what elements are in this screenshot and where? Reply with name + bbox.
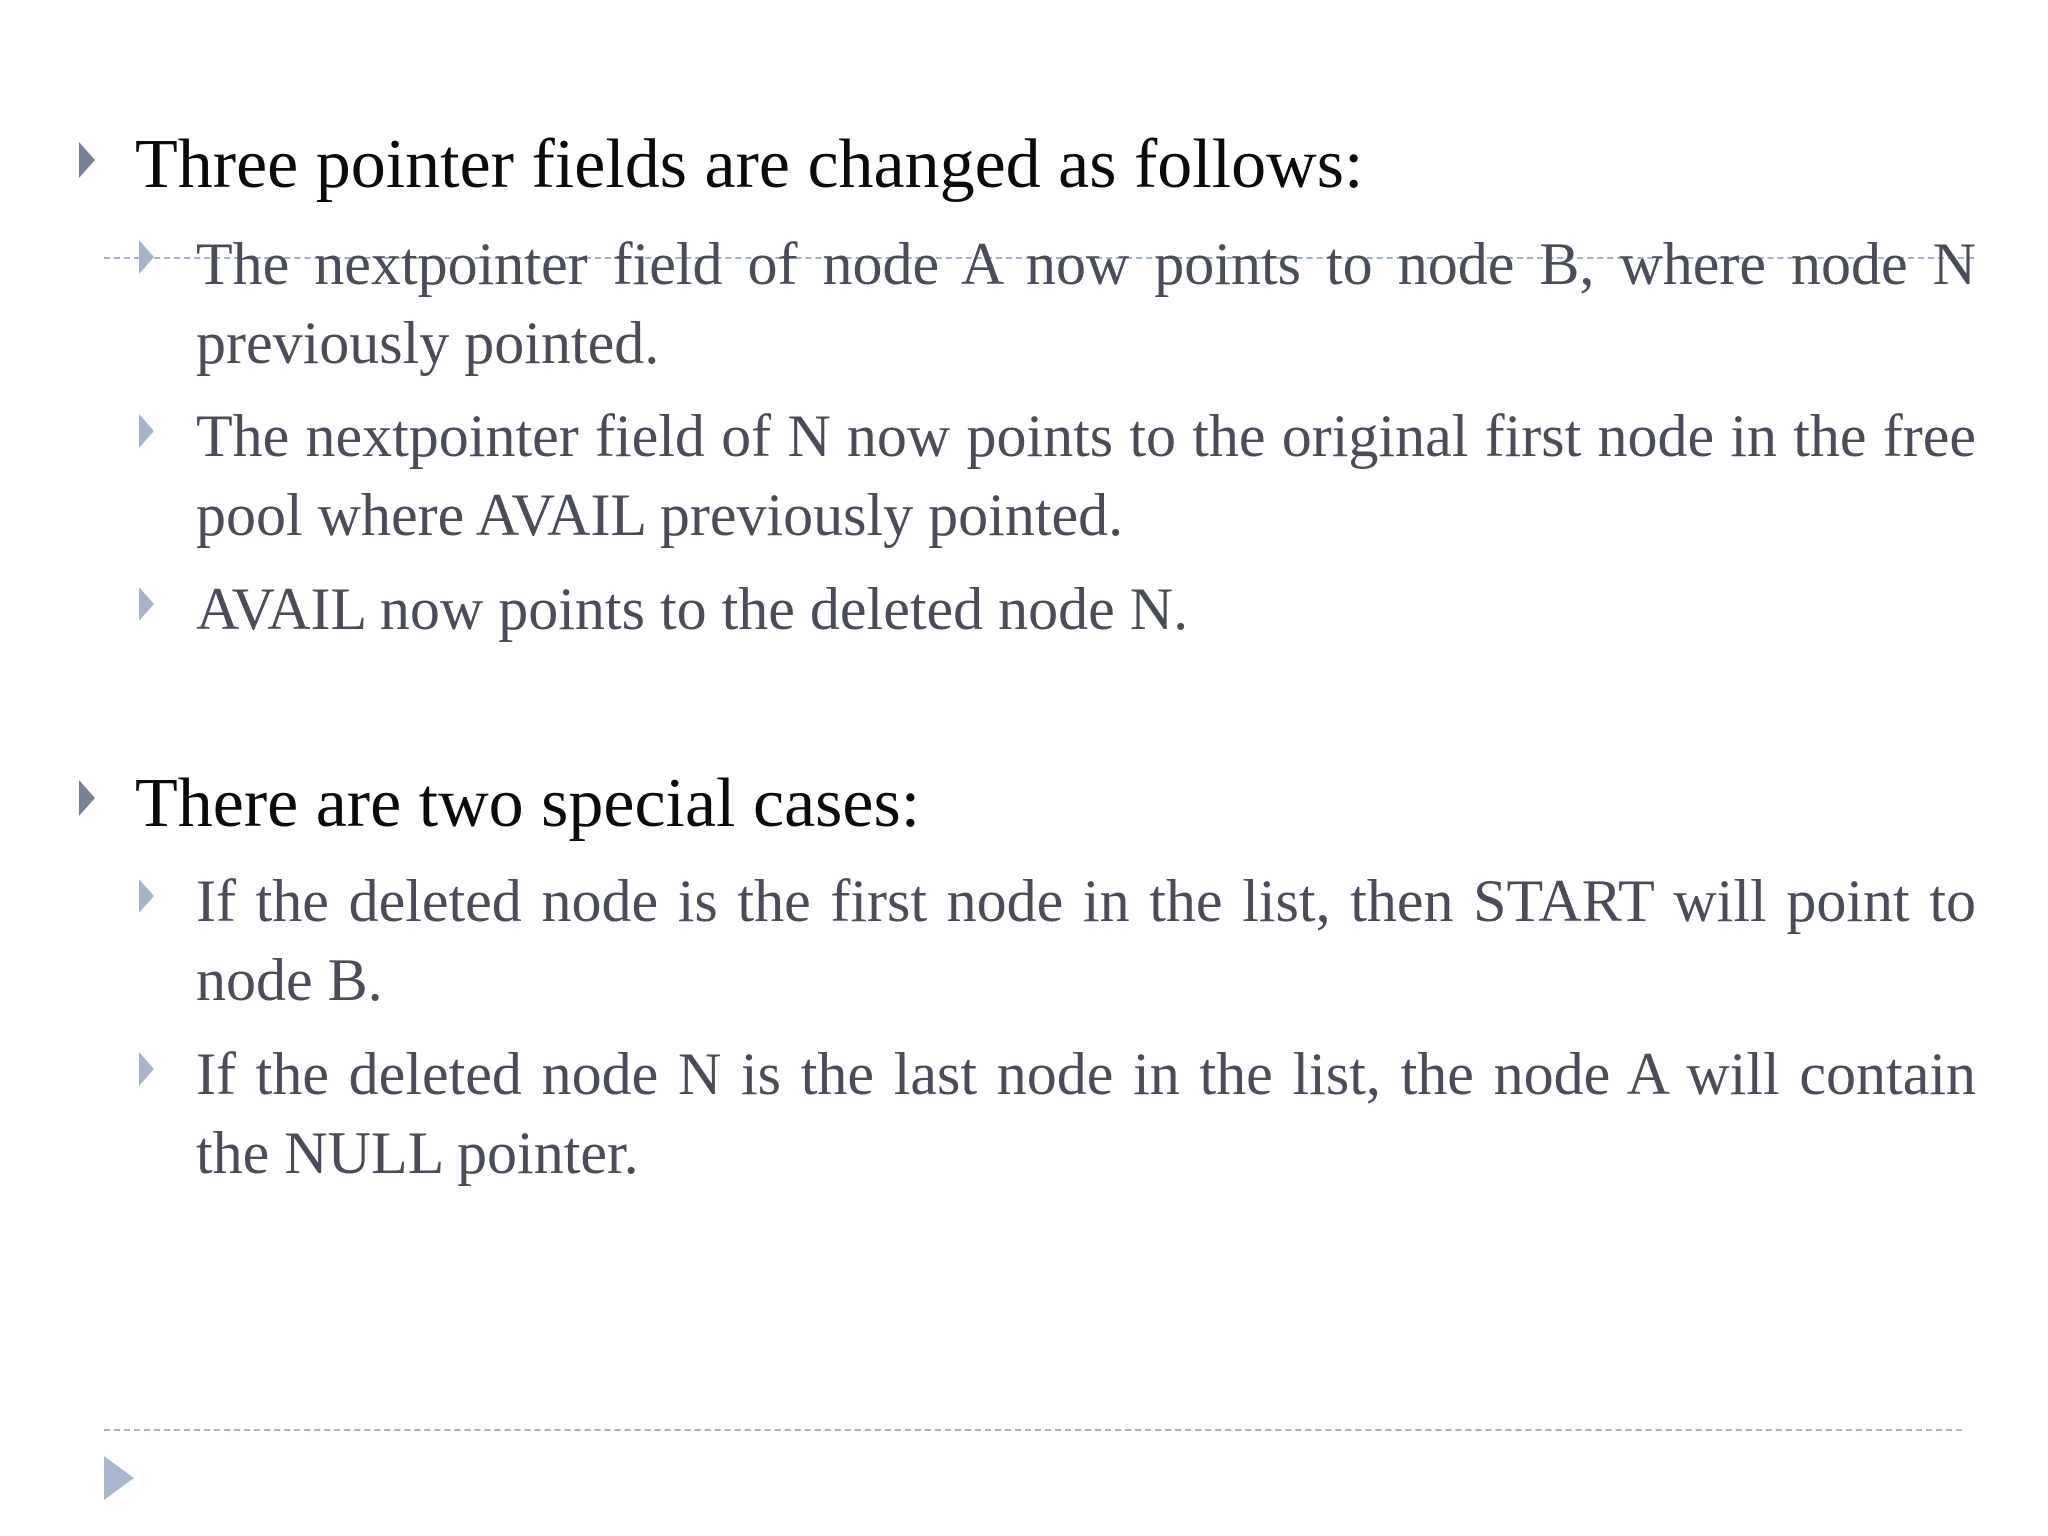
section-2-point-1: If the deleted node is the first node in the list, then START will point to node B.: [196, 868, 1976, 1013]
corner-arrow-icon: [104, 1456, 134, 1500]
section-2-heading: There are two special cases:: [135, 765, 921, 842]
section-1-point-3: AVAIL now points to the deleted node N.: [196, 576, 1189, 642]
small-triangle-bullet-icon: [139, 587, 154, 621]
section-2-point-2: If the deleted node N is the last node in the list, the node A will contain the NULL pointer.: [196, 1041, 1976, 1186]
section-1-point-1: The nextpointer field of node A now points to node B, where node N previously pointed.: [196, 231, 1976, 376]
small-triangle-bullet-icon: [139, 1052, 154, 1086]
small-triangle-bullet-icon: [139, 240, 154, 274]
small-triangle-bullet-icon: [139, 879, 154, 913]
section-1-point-2: The nextpointer field of N now points to the original first node in the free pool where AVAIL previously pointed.: [196, 403, 1976, 548]
triangle-bullet-icon: [79, 142, 95, 178]
small-triangle-bullet-icon: [139, 414, 154, 448]
section-1-heading: Three pointer fields are changed as follows:: [135, 126, 1364, 203]
bottom-dashed-rule: [104, 1429, 1962, 1431]
triangle-bullet-icon: [79, 780, 95, 816]
